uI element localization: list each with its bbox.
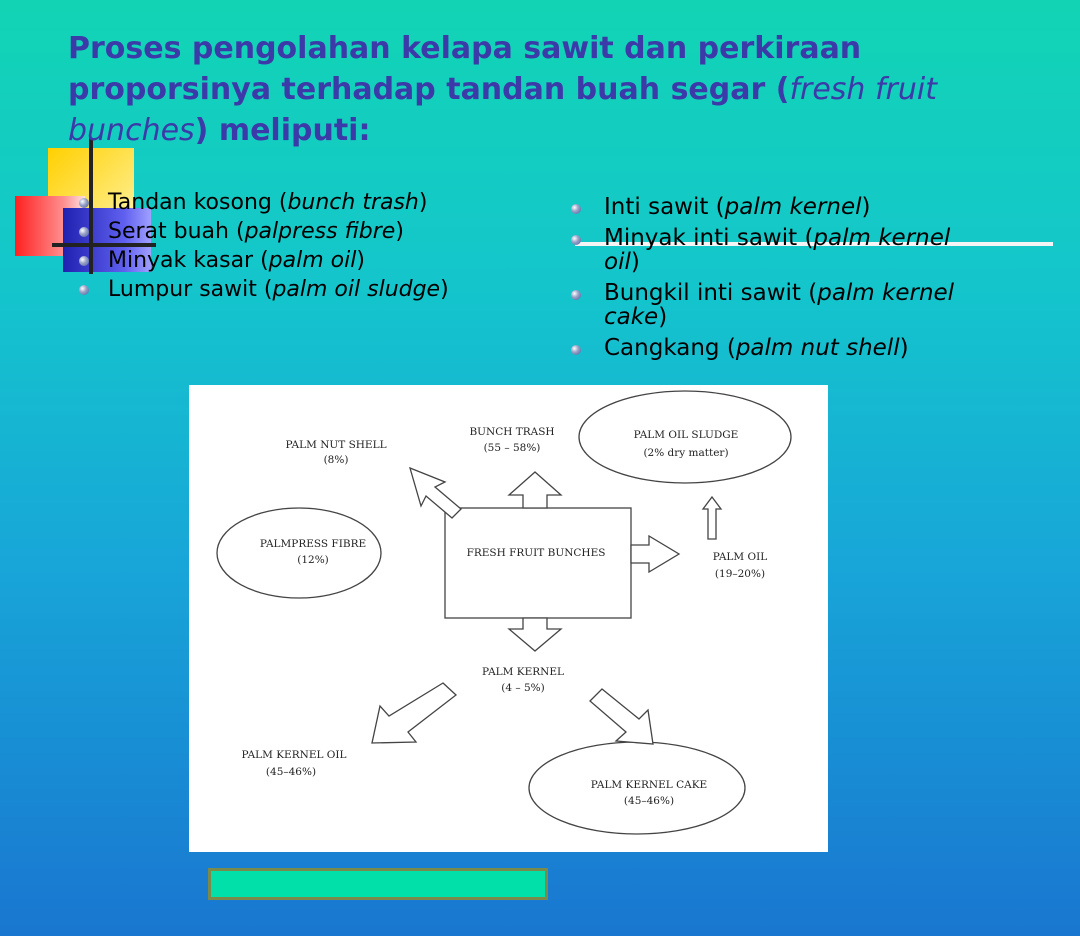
arrow-to-palm-kernel-cake — [590, 689, 653, 744]
list-item: Minyak inti sawit (palm kernel oil) — [604, 223, 1024, 277]
left-bullet-list — [108, 188, 449, 304]
palm-nut-shell-value: (8%) — [323, 454, 349, 466]
fresh-fruit-bunches-box — [445, 508, 631, 618]
list-item: Serat buah (palpress fibre) — [108, 217, 449, 246]
palm-kernel-label: PALM KERNEL — [482, 666, 564, 678]
slide-title: Proses pengolahan kelapa sawit dan perkiraan proporsinya terhadap tandan buah segar (fresh fruit bunches) meliputi: — [68, 31, 937, 148]
arrow-up-bunch-trash — [509, 472, 561, 508]
center-label: FRESH FRUIT BUNCHES — [466, 547, 606, 559]
palm-oil-label: PALM OIL — [712, 551, 768, 563]
list-item: Bungkil inti sawit (palm kernel cake) — [604, 278, 1024, 332]
bullet-icon — [79, 285, 89, 295]
bullet-icon — [571, 290, 581, 300]
arrow-to-palm-oil — [631, 536, 679, 572]
palm-kernel-oil-label: PALM KERNEL OIL — [241, 749, 347, 761]
palm-kernel-cake-label: PALM KERNEL CAKE — [590, 779, 708, 791]
palm-kernel-value: (4 – 5%) — [501, 682, 545, 694]
palm-kernel-cake-value: (45–46%) — [623, 795, 675, 807]
palmpress-fibre-ellipse — [217, 508, 381, 598]
list-item: Cangkang (palm nut shell) — [604, 333, 1024, 363]
action-button[interactable] — [208, 868, 548, 900]
palm-oil-sludge-label: PALM OIL SLUDGE — [633, 429, 739, 441]
palmpress-fibre-value: (12%) — [297, 554, 329, 566]
list-item: Tandan kosong (bunch trash) — [108, 188, 449, 217]
arrow-to-palm-nut-shell — [410, 468, 461, 518]
palm-kernel-oil-value: (45–46%) — [265, 766, 317, 778]
palm-oil-value: (19–20%) — [714, 568, 766, 580]
bullet-icon — [571, 235, 581, 245]
bullet-icon — [571, 204, 581, 214]
arrow-to-palm-kernel-oil — [372, 683, 456, 743]
bullet-icon — [79, 198, 89, 208]
right-bullet-list — [604, 192, 1024, 364]
list-item: Inti sawit (palm kernel) — [604, 192, 1024, 222]
bunch-trash-value: (55 – 58%) — [483, 442, 541, 454]
palm-nut-shell-label: PALM NUT SHELL — [285, 439, 387, 451]
bunch-trash-label: BUNCH TRASH — [469, 426, 555, 438]
list-item: Minyak kasar (palm oil) — [108, 246, 449, 275]
arrow-up-palm-oil-sludge — [703, 497, 721, 539]
bullet-icon — [79, 256, 89, 266]
bullet-icon — [571, 345, 581, 355]
bullet-icon — [79, 227, 89, 237]
decor-vertical-line — [89, 138, 93, 274]
palmpress-fibre-label: PALMPRESS FIBRE — [259, 538, 367, 550]
palm-oil-sludge-value: (2% dry matter) — [643, 447, 729, 459]
process-diagram — [189, 385, 828, 852]
arrow-down-palm-kernel — [509, 618, 561, 651]
list-item: Lumpur sawit (palm oil sludge) — [108, 275, 449, 304]
